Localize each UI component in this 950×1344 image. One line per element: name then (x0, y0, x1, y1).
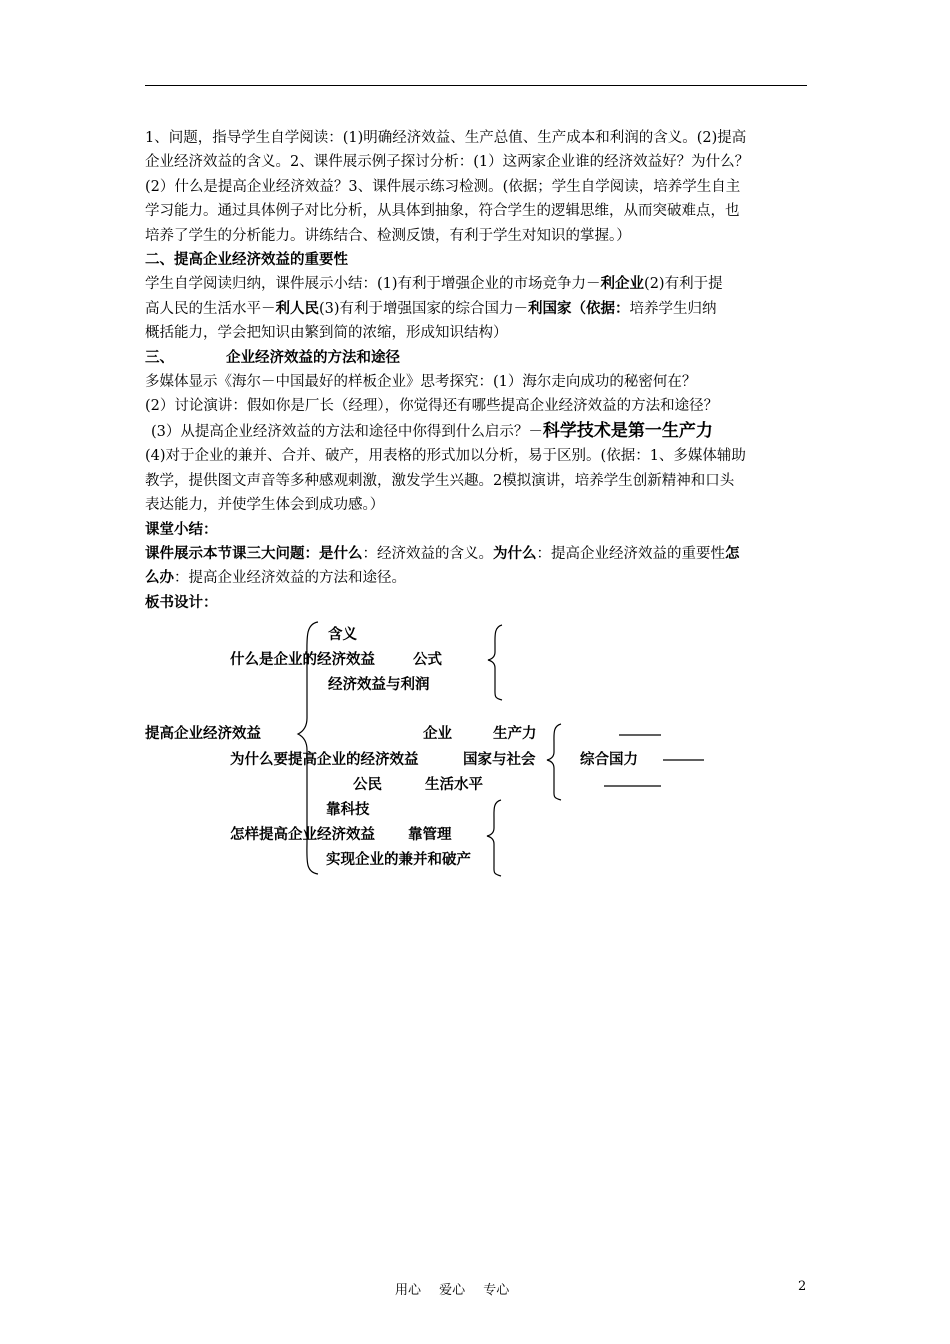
bold-run: 么办 (145, 569, 174, 587)
board-gongmin: 公民 (353, 776, 382, 793)
section3-line5: 教学，提供图文声音等多种感观刺激，激发学生兴趣。2模拟演讲，培养学生创新精神和口头 (145, 472, 735, 489)
document-body (145, 126, 809, 615)
para1-line1: 1、问题，指导学生自学阅读：(1)明确经济效益、生产总值、生产成本和利润的含义。(2)提高 (145, 130, 747, 146)
footer-motto: 用心 爱心 专心 (395, 1283, 510, 1298)
section2-line1 (145, 272, 809, 296)
summary-line1 (145, 542, 809, 566)
heading-text: 企业经济效益的方法和途径 (226, 348, 400, 366)
board-hanyi: 含义 (328, 626, 357, 643)
board-root: 提高企业经济效益 (145, 725, 261, 742)
board-zonghe: 综合国力 (580, 751, 638, 768)
section2-heading: 二、提高企业经济效益的重要性 (145, 251, 348, 269)
section3-line6: 表达能力，并使学生体会到成功感。） (145, 497, 385, 514)
board-heading: 板书设计： (145, 593, 218, 611)
text-run: ：提高企业经济效益的方法和途径。 (174, 570, 406, 587)
brace-what (488, 625, 502, 700)
board-why: 为什么要提高企业的经济效益 (230, 751, 419, 768)
bold-run: 利国家（依据： (528, 299, 630, 317)
bold-run: 怎 (725, 544, 740, 562)
summary-line2 (145, 566, 809, 590)
para1-line2: 企业经济效益的含义。2、课件展示例子探讨分析：(1）这两家企业谁的经济效益好？为什么？ (145, 154, 750, 171)
brace-how (487, 800, 501, 876)
main-brace (298, 622, 318, 874)
text-run: ：提高企业经济效益的重要性 (536, 545, 725, 562)
board-shengchanli: 生产力 (493, 725, 537, 742)
text-run: ：经济效益的含义。 (362, 545, 493, 562)
bold-run: 为什么 (493, 544, 537, 562)
text-run: 学生自学阅读归纳，课件展示小结：(1)有利于增强企业的市场竞争力－ (145, 276, 601, 293)
section2-line3: 概括能力，学会把知识由繁到简的浓缩，形成知识结构） (145, 325, 508, 342)
section2-line2 (145, 297, 809, 321)
section3-line3 (145, 419, 809, 444)
board-guanli: 靠管理 (408, 826, 452, 843)
section3-line2: (2）讨论演讲：假如你是厂长（经理），你觉得还有哪些提高企业经济效益的方法和途径？ (145, 398, 719, 415)
board-guojia: 国家与社会 (463, 751, 536, 768)
board-shenghuo: 生活水平 (425, 776, 483, 793)
emphasis-run: 科学技术是第一生产力 (542, 420, 713, 441)
section3-heading (145, 346, 809, 370)
board-xiaoyi-lirun: 经济效益与利润 (328, 676, 430, 693)
header-rule (145, 85, 807, 86)
summary-heading: 课堂小结： (145, 520, 218, 538)
board-how: 怎样提高企业经济效益 (230, 826, 375, 843)
board-what: 什么是企业的经济效益 (230, 651, 375, 668)
board-gongshi: 公式 (413, 651, 442, 668)
bold-run: 是什么 (319, 544, 363, 562)
para1-line3: (2）什么是提高企业经济效益？3、课件展示练习检测。(依据；学生自学阅读，培养学生自主 (145, 178, 741, 195)
board-keji: 靠科技 (326, 801, 370, 818)
bold-run: 利企业 (600, 275, 645, 293)
para1-line5: 培养了学生的分析能力。讲练结合、检测反馈，有利于学生对知识的掌握。） (145, 227, 631, 244)
para1-line4: 学习能力。通过具体例子对比分析，从具体到抽象，符合学生的逻辑思维，从而突破难点，也 (145, 203, 740, 220)
text-run: (2)有利于提 (644, 276, 723, 293)
board-jianbing: 实现企业的兼并和破产 (326, 851, 471, 868)
text-run: (3）从提高企业经济效益的方法和途径中你得到什么启示？－ (151, 423, 543, 440)
heading-number: 三、 (145, 348, 174, 366)
text-run: 高人民的生活水平－ (145, 300, 276, 317)
board-qiye: 企业 (423, 725, 452, 742)
section3-line1: 多媒体显示《海尔－中国最好的样板企业》思考探究：(1）海尔走向成功的秘密何在？ (145, 374, 697, 391)
page-number: 2 (798, 1279, 807, 1294)
text-run: (3)有利于增强国家的综合国力－ (319, 300, 529, 317)
bold-run: 利人民 (275, 299, 319, 317)
bold-run: 课件展示本节课三大问题： (145, 544, 319, 562)
text-run: 培养学生归纳 (629, 300, 717, 317)
brace-why (547, 724, 561, 800)
section3-line4: (4)对于企业的兼并、合并、破产，用表格的形式加以分析，易于区别。(依据：1、多媒体辅助 (145, 448, 746, 465)
